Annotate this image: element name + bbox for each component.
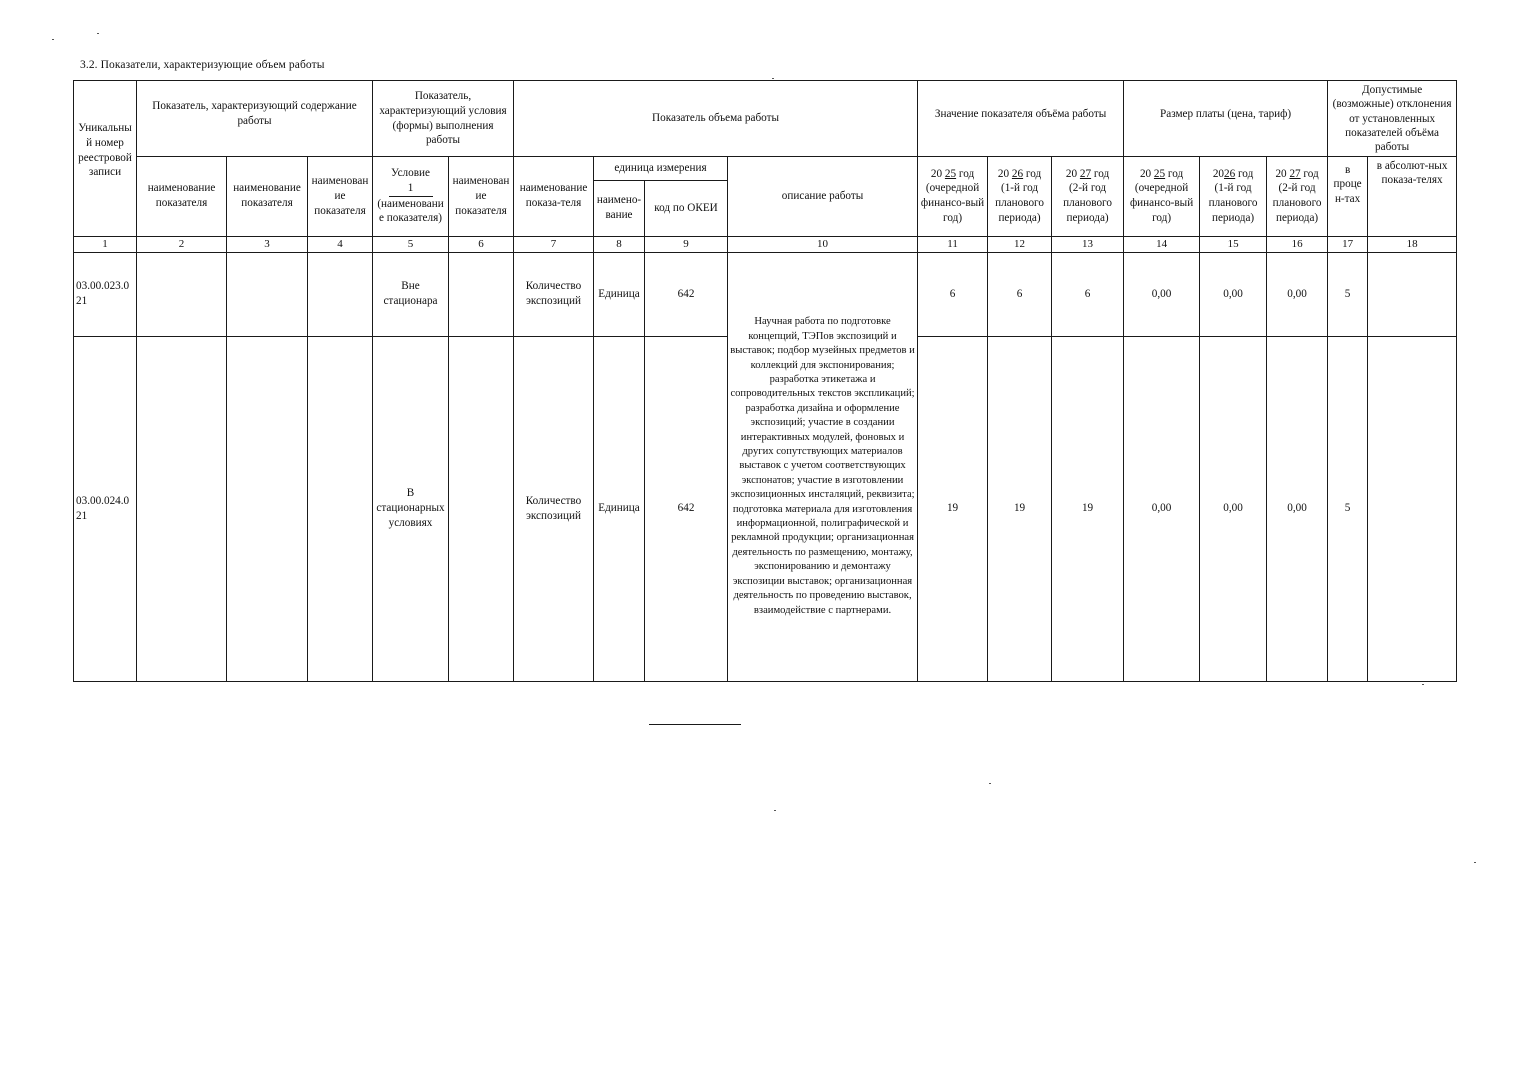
content-indicator-1 xyxy=(137,336,227,681)
header-c16: 20 27 год (2-й год планового периода) xyxy=(1267,156,1328,236)
fee-2025: 0,00 xyxy=(1124,336,1200,681)
scan-speck xyxy=(772,78,774,79)
deviation-percent: 5 xyxy=(1328,336,1368,681)
okei-code: 642 xyxy=(645,252,728,336)
condition-number: 1 xyxy=(389,181,433,197)
fee-2027: 0,00 xyxy=(1267,252,1328,336)
condition-subtitle: (наименование показателя) xyxy=(377,197,444,225)
c11-year: 25 xyxy=(944,167,957,180)
value-2026: 6 xyxy=(988,252,1052,336)
content-indicator-2 xyxy=(227,336,308,681)
c16-year: 27 xyxy=(1289,167,1301,180)
condition-value: В стационарных условиях xyxy=(373,336,449,681)
okei-code: 642 xyxy=(645,336,728,681)
scan-speck xyxy=(52,39,54,40)
column-number: 3 xyxy=(227,236,308,252)
section-title: 3.2. Показатели, характеризующие объем работы xyxy=(80,59,325,71)
signature-rule xyxy=(649,724,741,725)
column-number: 7 xyxy=(514,236,594,252)
scan-speck xyxy=(1422,684,1424,685)
column-number: 4 xyxy=(308,236,373,252)
value-2026: 19 xyxy=(988,336,1052,681)
header-c3: наименование показателя xyxy=(227,156,308,236)
value-2027: 6 xyxy=(1052,252,1124,336)
condition-indicator-2 xyxy=(449,252,514,336)
header-conditions-group: Показатель, характеризующий условия (формы) выполнения работы xyxy=(373,81,514,157)
column-numbers-row xyxy=(74,236,1457,252)
header-c9: код по ОКЕИ xyxy=(645,180,728,236)
header-c8: наимено-вание xyxy=(594,180,645,236)
column-number: 14 xyxy=(1124,236,1200,252)
column-number: 13 xyxy=(1052,236,1124,252)
unit-name: Единица xyxy=(594,252,645,336)
registry-number: 03.00.023.021 xyxy=(74,252,137,336)
c13-year: 27 xyxy=(1079,167,1092,180)
column-number: 10 xyxy=(728,236,918,252)
content-indicator-3 xyxy=(308,336,373,681)
header-c14: 20 25 год (очередной финансо-вый год) xyxy=(1124,156,1200,236)
scan-speck xyxy=(989,783,991,784)
c14-year: 25 xyxy=(1153,167,1166,180)
c12-year: 26 xyxy=(1011,167,1024,180)
deviation-absolute xyxy=(1368,252,1457,336)
column-number: 9 xyxy=(645,236,728,252)
column-number: 17 xyxy=(1328,236,1368,252)
condition-indicator-2 xyxy=(449,336,514,681)
value-2025: 6 xyxy=(918,252,988,336)
column-number: 2 xyxy=(137,236,227,252)
scan-speck xyxy=(97,33,99,34)
column-number: 11 xyxy=(918,236,988,252)
header-c13: 20 27 год (2-й год планового периода) xyxy=(1052,156,1124,236)
header-c4: наименование показателя xyxy=(308,156,373,236)
header-unit-group: единица измерения xyxy=(594,156,728,180)
column-number: 6 xyxy=(449,236,514,252)
c15-year: 26 xyxy=(1224,167,1236,180)
volume-indicator-name: Количество экспозиций xyxy=(514,336,594,681)
header-c2: наименование показателя xyxy=(137,156,227,236)
fee-2026: 0,00 xyxy=(1200,252,1267,336)
header-content-group: Показатель, характеризующий содержание работы xyxy=(137,81,373,157)
column-number: 8 xyxy=(594,236,645,252)
content-indicator-1 xyxy=(137,252,227,336)
header-c6: наименование показателя xyxy=(449,156,514,236)
header-c5 xyxy=(373,156,449,236)
registry-number: 03.00.024.021 xyxy=(74,336,137,681)
work-volume-table xyxy=(73,80,1457,682)
value-2025: 19 xyxy=(918,336,988,681)
column-number: 18 xyxy=(1368,236,1457,252)
fee-2027: 0,00 xyxy=(1267,336,1328,681)
value-2027: 19 xyxy=(1052,336,1124,681)
content-indicator-2 xyxy=(227,252,308,336)
column-number: 1 xyxy=(74,236,137,252)
header-c17: в проце н-тах xyxy=(1328,156,1368,236)
column-number: 16 xyxy=(1267,236,1328,252)
header-c7: наименование показа-теля xyxy=(514,156,594,236)
scan-speck xyxy=(1474,862,1476,863)
content-indicator-3 xyxy=(308,252,373,336)
table-row xyxy=(74,252,1457,336)
header-c11: 20 25 год (очередной финансо-вый год) xyxy=(918,156,988,236)
header-value-group: Значение показателя объёма работы xyxy=(918,81,1124,157)
volume-indicator-name: Количество экспозиций xyxy=(514,252,594,336)
condition-value: Вне стационара xyxy=(373,252,449,336)
fee-2025: 0,00 xyxy=(1124,252,1200,336)
header-c15: 2026 год (1-й год планового периода) xyxy=(1200,156,1267,236)
header-registry-number: Уникальный номер реестровой записи xyxy=(74,81,137,237)
header-c18: в абсолют-ных показа-телях xyxy=(1368,156,1457,236)
deviation-absolute xyxy=(1368,336,1457,681)
column-number: 5 xyxy=(373,236,449,252)
column-number: 15 xyxy=(1200,236,1267,252)
column-number: 12 xyxy=(988,236,1052,252)
header-volume-group: Показатель объема работы xyxy=(514,81,918,157)
header-fee-group: Размер платы (цена, тариф) xyxy=(1124,81,1328,157)
header-deviation-group: Допустимые (возможные) отклонения от установленных показателей объёма работы xyxy=(1328,81,1457,157)
scan-speck xyxy=(774,810,776,811)
condition-title: Условие xyxy=(391,167,430,180)
work-description: Научная работа по подготовке концепций, ТЭПов экспозиций и выставок; подбор музейных предметов и коллекций для экспонирования; разработка этикетажа и сопроводительных текстов экспликаций; разработка дизайна и оформление экспозиций; участие в создании интерактивных модулей, фоновых и других сопутствующих материалов выставок с учетом соответствующих экспонатов; участие в изготовлении экспозиционных инсталяций, реквизита; подготовка материала для изготовления информационной, полиграфической и рекламной продукции; организационная деятельность по размещению, монтажу, экспонированию и демонтажу экспозиции выставок; организационная деятельность по проведению выставок, взаимодействие с партнерами. xyxy=(728,252,918,681)
unit-name: Единица xyxy=(594,336,645,681)
deviation-percent: 5 xyxy=(1328,252,1368,336)
header-c10: описание работы xyxy=(728,156,918,236)
header-c12: 20 26 год (1-й год планового периода) xyxy=(988,156,1052,236)
fee-2026: 0,00 xyxy=(1200,336,1267,681)
